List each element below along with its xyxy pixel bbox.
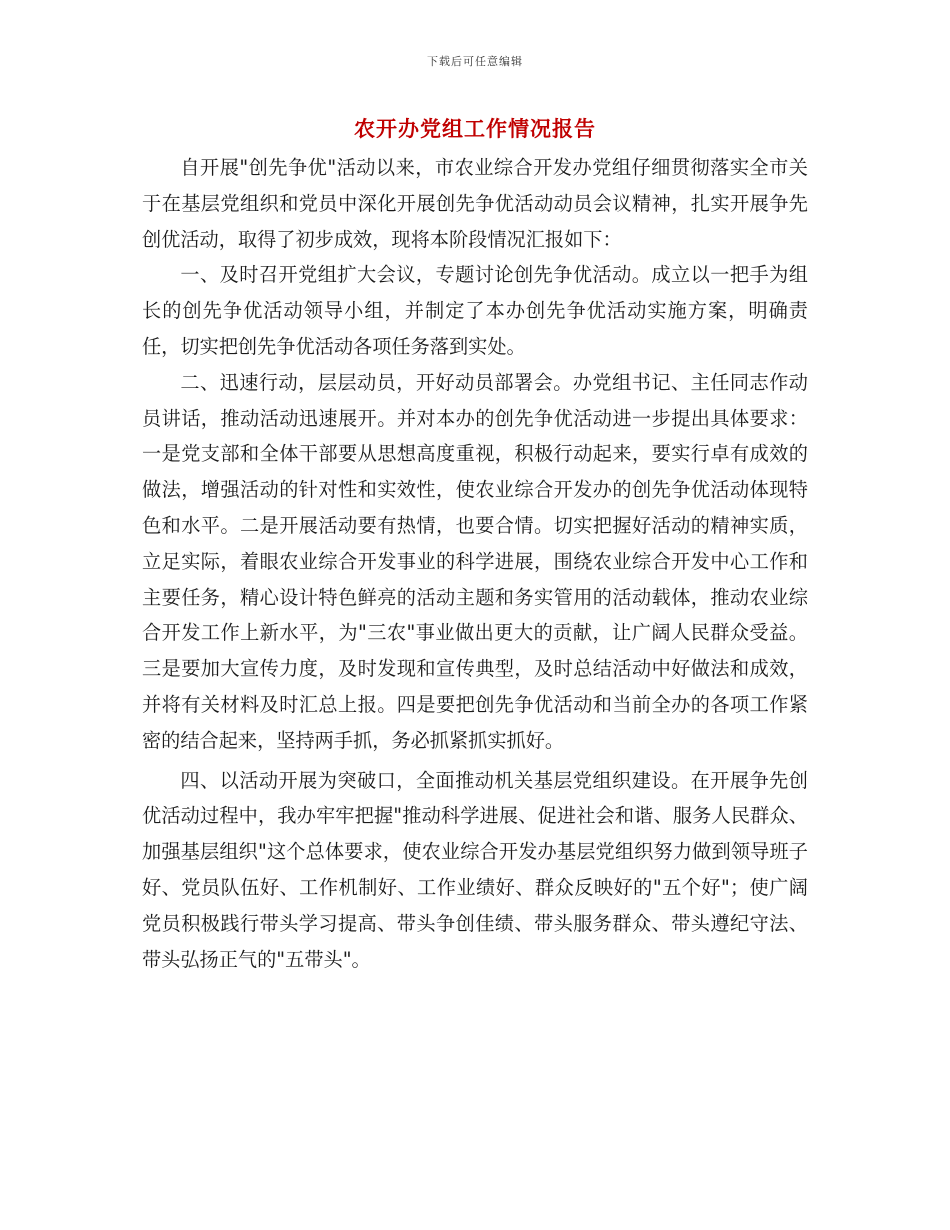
paragraph-intro: 自开展"创先争优"活动以来，市农业综合开发办党组仔细贯彻落实全市关于在基层党组织和党员中深化开展创先争优活动动员会议精神，扎实开展争先创优活动，取得了初步成效，现将本阶段情况汇报如下：	[142, 156, 808, 251]
paragraph-section-2: 二、迅速行动，层层动员，开好动员部署会。办党组书记、主任同志作动员讲话，推动活动迅速展开。并对本办的创先争优活动进一步提出具体要求：一是党支部和全体干部要从思想高度重视，积极行动起来，要实行卓有成效的做法，增强活动的针对性和实效性，使农业综合开发办的创先争优活动体现特色和水平。二是开展活动要有热情，也要合情。切实把握好活动的精神实质，立足实际，着眼农业综合开发事业的科学进展，围绕农业综合开发中心工作和主要任务，精心设计特色鲜亮的活动主题和务实管用的活动载体，推动农业综合开发工作上新水平，为"三农"事业做出更大的贡献，让广阔人民群众受益。三是要加大宣传力度，及时发现和宣传典型，及时总结活动中好做法和成效，并将有关材料及时汇总上报。四是要把创先争优活动和当前全办的各项工作紧密的结合起来，坚持两手抓，务必抓紧抓实抓好。	[142, 370, 808, 752]
document-body	[142, 150, 808, 977]
header-note: 下载后可任意编辑	[427, 55, 523, 68]
document-title: 农开办党组工作情况报告	[354, 117, 596, 141]
paragraph-section-4: 四、以活动开展为突破口，全面推动机关基层党组织建设。在开展争先创优活动过程中，我办牢牢把握"推动科学进展、促进社会和谐、服务人民群众、加强基层组织"这个总体要求，使农业综合开发办基层党组织努力做到领导班子好、党员队伍好、工作机制好、工作业绩好、群众反映好的"五个好"；使广阔党员积极践行带头学习提高、带头争创佳绩、带头服务群众、带头遵纪守法、带头弘扬正气的"五带头"。	[142, 768, 808, 971]
paragraph-section-1: 一、及时召开党组扩大会议，专题讨论创先争优活动。成立以一把手为组长的创先争优活动领导小组，并制定了本办创先争优活动实施方案，明确责任，切实把创先争优活动各项任务落到实处。	[142, 263, 808, 358]
